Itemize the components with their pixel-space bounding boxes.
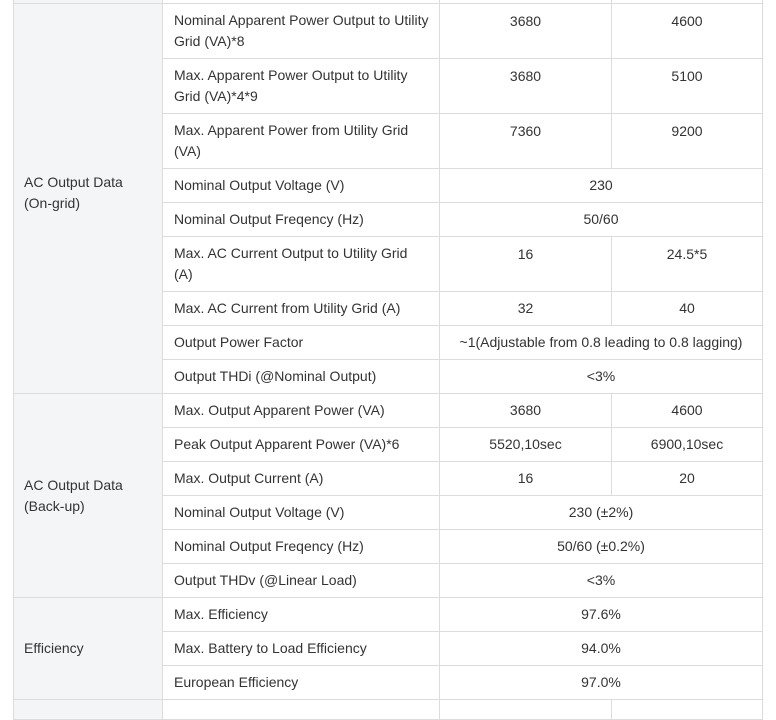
- category-label: AC Output Data (On-grid): [24, 173, 123, 211]
- value-text: 3680: [509, 13, 542, 29]
- value-cell: [612, 4, 763, 59]
- value-cell: [440, 59, 612, 114]
- value-text: <3%: [586, 572, 616, 588]
- value-cell: [440, 326, 763, 360]
- param-cell: [163, 114, 440, 169]
- param-cell: [163, 700, 440, 720]
- param-label: Output THDv (@Linear Load): [174, 572, 357, 588]
- param-cell: [163, 564, 440, 598]
- param-cell: [163, 237, 440, 292]
- param-label: Nominal Output Freqency (Hz): [174, 211, 364, 227]
- value-cell: [612, 59, 763, 114]
- value-cell: [440, 462, 612, 496]
- value-text: 3680: [509, 402, 542, 418]
- value-cell: [440, 428, 612, 462]
- value-text: 97.6%: [581, 606, 621, 622]
- value-text: 9200: [671, 123, 703, 139]
- param-cell: [163, 530, 440, 564]
- param-cell: [163, 496, 440, 530]
- param-cell: [163, 203, 440, 237]
- value-cell: [440, 598, 763, 632]
- param-label: Nominal Output Voltage (V): [174, 177, 345, 193]
- value-cell: [440, 360, 763, 394]
- value-text: 7360: [509, 123, 542, 139]
- value-text: 4600: [671, 13, 703, 29]
- param-label: Nominal Output Voltage (V): [174, 504, 345, 520]
- value-cell: [440, 203, 763, 237]
- param-label: Max. AC Current Output to Utility Grid (A): [174, 245, 408, 282]
- param-label: Output Power Factor: [174, 334, 304, 350]
- param-label: Output THDi (@Nominal Output): [174, 368, 377, 384]
- param-cell: [163, 4, 440, 59]
- category-label: Efficiency: [24, 640, 84, 656]
- value-cell: [612, 292, 763, 326]
- value-text: 5520,10sec: [489, 436, 562, 452]
- param-cell: [163, 326, 440, 360]
- category-label: AC Output Data (Back-up): [24, 476, 123, 514]
- param-label: Max. Output Apparent Power (VA): [174, 402, 385, 418]
- value-text: 16: [517, 470, 534, 486]
- value-text: 6900,10sec: [650, 436, 724, 452]
- category-cell: [14, 4, 163, 394]
- value-text: 50/60 (±0.2%): [557, 538, 645, 554]
- value-cell: [440, 114, 612, 169]
- param-cell: [163, 666, 440, 700]
- value-cell: [612, 394, 763, 428]
- table-row: [14, 394, 763, 428]
- table-row: [14, 4, 763, 59]
- param-label: Nominal Output Freqency (Hz): [174, 538, 364, 554]
- value-text: 97.0%: [581, 674, 621, 690]
- table-row: [14, 700, 763, 720]
- category-cell: [14, 700, 163, 720]
- value-text: 40: [679, 300, 695, 316]
- param-label: European Efficiency: [174, 674, 299, 690]
- value-cell: [440, 4, 612, 59]
- value-text: 20: [679, 470, 695, 486]
- param-cell: [163, 462, 440, 496]
- spec-table: [13, 0, 763, 720]
- param-cell: [163, 632, 440, 666]
- value-cell: [440, 530, 763, 564]
- value-cell: [612, 700, 763, 720]
- value-text: 50/60: [583, 211, 619, 227]
- category-cell: [14, 394, 163, 598]
- param-label: Max. Efficiency: [174, 606, 268, 622]
- value-text: 230 (±2%): [568, 504, 634, 520]
- param-label: Max. AC Current from Utility Grid (A): [174, 300, 401, 316]
- value-cell: [440, 496, 763, 530]
- param-cell: [163, 598, 440, 632]
- value-cell: [612, 462, 763, 496]
- value-cell: [440, 632, 763, 666]
- value-cell: [440, 394, 612, 428]
- value-text: 16: [517, 246, 534, 262]
- param-label: Max. Output Current (A): [174, 470, 324, 486]
- param-label: Max. Battery to Load Efficiency: [174, 640, 367, 656]
- value-text: 94.0%: [581, 640, 621, 656]
- value-cell: [440, 666, 763, 700]
- value-text: ~1(Adjustable from 0.8 leading to 0.8 lagging): [459, 334, 743, 350]
- param-label: Peak Output Apparent Power (VA)*6: [174, 436, 400, 452]
- table-row: [14, 598, 763, 632]
- value-text: 4600: [671, 402, 703, 418]
- value-cell: [440, 564, 763, 598]
- value-text: 230: [589, 177, 613, 193]
- param-label: Max. Apparent Power Output to Utility Grid (VA)*4*9: [174, 67, 408, 104]
- param-cell: [163, 394, 440, 428]
- value-cell: [612, 237, 763, 292]
- value-text: 5100: [671, 68, 703, 84]
- param-cell: [163, 428, 440, 462]
- param-cell: [163, 292, 440, 326]
- value-cell: [440, 169, 763, 203]
- value-text: 3680: [509, 68, 542, 84]
- param-cell: [163, 169, 440, 203]
- param-cell: [163, 360, 440, 394]
- category-cell: [14, 598, 163, 700]
- value-cell: [612, 428, 763, 462]
- value-text: 32: [517, 300, 534, 316]
- value-cell: [612, 114, 763, 169]
- param-cell: [163, 59, 440, 114]
- value-cell: [440, 700, 612, 720]
- value-cell: [440, 237, 612, 292]
- param-label: Nominal Apparent Power Output to Utility Grid (VA)*8: [174, 12, 429, 49]
- value-cell: [440, 292, 612, 326]
- value-text: <3%: [586, 368, 616, 384]
- value-text: 24.5*5: [666, 246, 708, 262]
- param-label: Max. Apparent Power from Utility Grid (VA): [174, 122, 409, 159]
